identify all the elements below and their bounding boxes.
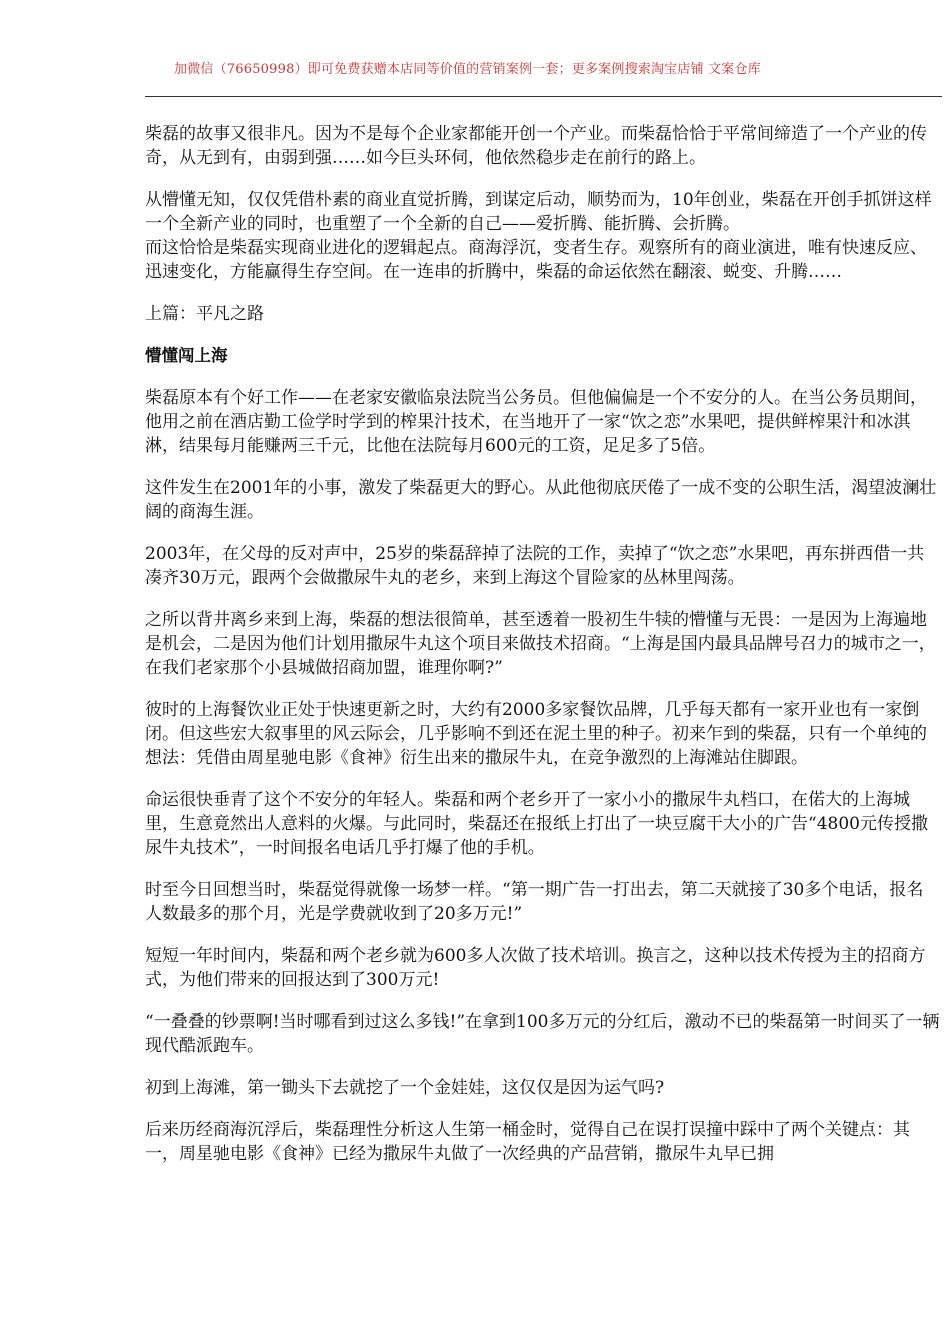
body-paragraph: 之所以背井离乡来到上海，柴磊的想法很简单，甚至透着一股初生牛犊的懵懂与无畏：一是因为上海遍地是机会，二是因为他们计划用撒尿牛丸这个项目来做技术招商。“上海是国内最具品牌号召力的城市之一，在我们老家那个小县城做招商加盟，谁理你啊?” (145, 610, 936, 678)
body-paragraph: 柴磊原本有个好工作——在老家安徽临泉法院当公务员。但他偏偏是一个不安分的人。在当公务员期间，他用之前在酒店勤工俭学时学到的榨果汁技术，在当地开了一家“饮之恋”水果吧，提供鲜榨果汁和冰淇淋，结果每月能赚两三千元，比他在法院每月600元的工资，足足多了5倍。 (145, 388, 927, 456)
intro-paragraph-1: 柴磊的故事又很非凡。因为不是每个企业家都能开创一个产业。而柴磊恰恰于平常间缔造了一个产业的传奇，从无到有，由弱到强……如今巨头环伺，他依然稳步走在前行的路上。 (145, 124, 927, 168)
body-paragraph: 短短一年时间内，柴磊和两个老乡就为600多人次做了技术培训。换言之，这种以技术传授为主的招商方式，为他们带来的回报达到了300万元! (145, 946, 926, 990)
body-paragraph: 后来历经商海沉浮后，柴磊理性分析这人生第一桶金时，觉得自己在误打误撞中踩中了两个关键点：其一，周星驰电影《食神》已经为撒尿牛丸做了一次经典的产品营销，撒尿牛丸早已拥 (145, 1120, 910, 1164)
body-paragraph: 命运很快垂青了这个不安分的年轻人。柴磊和两个老乡开了一家小小的撒尿牛丸档口，在偌大的上海城里，生意竟然出人意料的火爆。与此同时，柴磊还在报纸上打出了一块豆腐干大小的广告“4800元传授撒尿牛丸技术”，一时间报名电话几乎打爆了他的手机。 (145, 790, 928, 858)
intro-paragraph-2: 从懵懂无知，仅仅凭借朴素的商业直觉折腾，到谋定后动，顺势而为，10年创业，柴磊在开创手抓饼这样一个全新产业的同时，也重塑了一个全新的自己——爱折腾、能折腾、会折腾。 (145, 190, 932, 234)
section-title: 懵懂闯上海 (145, 346, 228, 365)
body-paragraph: 这件发生在2001年的小事，激发了柴磊更大的野心。从此他彻底厌倦了一成不变的公职生活，渴望波澜壮阔的商海生涯。 (145, 478, 937, 522)
body-paragraph: 2003年，在父母的反对声中，25岁的柴磊辞掉了法院的工作，卖掉了“饮之恋”水果吧，再东拼西借一共凑齐30万元，跟两个会做撒尿牛丸的老乡，来到上海这个冒险家的丛林里闯荡。 (145, 544, 925, 588)
header-banner: 加微信（76650998）即可免费获赠本店同等价值的营销案例一套；更多案例搜索淘宝店铺 文案仓库 (174, 62, 761, 77)
body-paragraph: 彼时的上海餐饮业正处于快速更新之时，大约有2000多家餐饮品牌，几乎每天都有一家开业也有一家倒闭。但这些宏大叙事里的风云际会，几乎影响不到还在泥土里的种子。初来乍到的柴磊，只有一个单纯的想法：凭借由周星驰电影《食神》衍生出来的撒尿牛丸，在竞争激烈的上海滩站住脚跟。 (145, 700, 927, 768)
body-paragraph: “一叠叠的钞票啊!当时哪看到过这么多钱!”在拿到100多万元的分红后，激动不已的柴磊第一时间买了一辆现代酷派跑车。 (145, 1012, 940, 1056)
body-paragraph: 时至今日回想当时，柴磊觉得就像一场梦一样。“第一期广告一打出去，第二天就接了30多个电话，报名人数最多的那个月，光是学费就收到了20多万元!” (145, 880, 924, 924)
article-body (145, 122, 940, 1184)
intro-paragraph-3: 而这恰恰是柴磊实现商业进化的逻辑起点。商海浮沉，变者生存。观察所有的商业演进，唯有快速反应、迅速变化，方能赢得生存空间。在一连串的折腾中，柴磊的命运依然在翻滚、蜕变、升腾…… (145, 238, 927, 282)
part-label: 上篇：平凡之路 (145, 304, 264, 324)
body-paragraph: 初到上海滩，第一锄头下去就挖了一个金娃娃，这仅仅是因为运气吗? (145, 1078, 665, 1098)
header-divider (145, 96, 942, 97)
